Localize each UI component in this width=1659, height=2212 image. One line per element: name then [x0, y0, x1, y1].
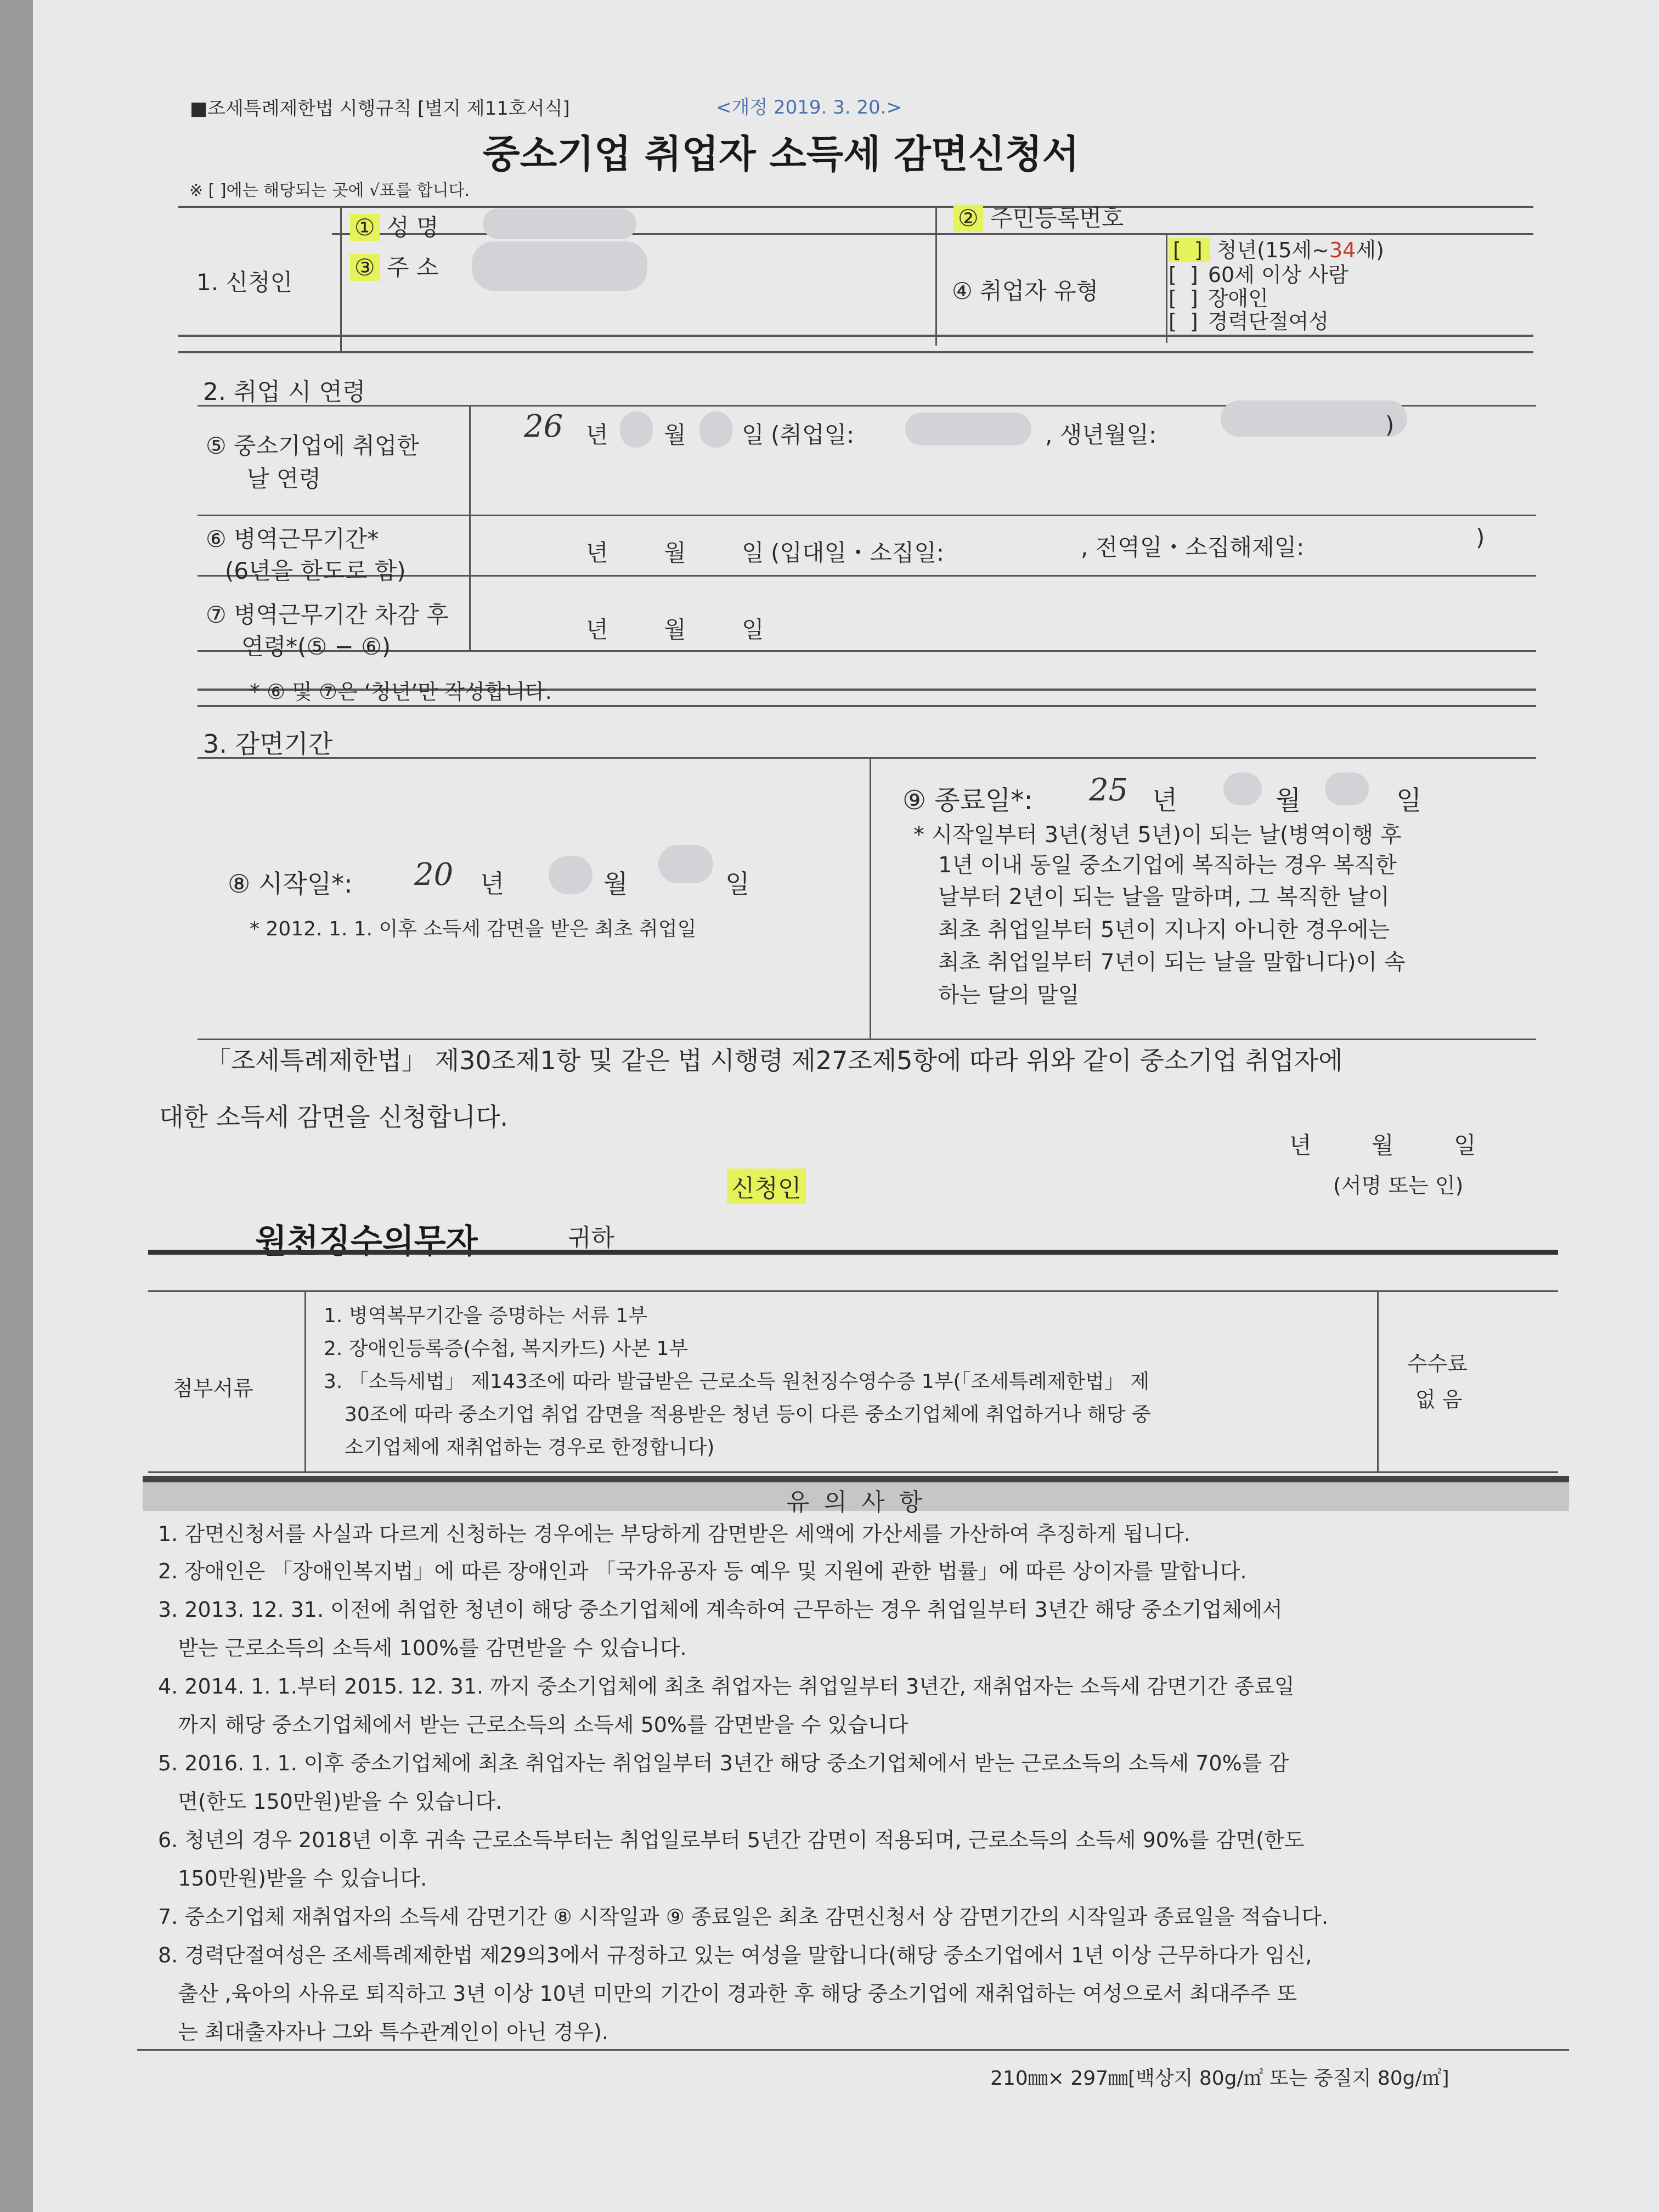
divider: [198, 650, 1536, 652]
age-row-label-2: 날 연령: [247, 465, 321, 492]
adjusted-age-label-2: 연령*(⑤ − ⑥): [241, 633, 391, 660]
attachment-item: 1. 병역복무기간을 증명하는 서류 1부: [324, 1305, 647, 1327]
attachments-label: 첨부서류: [173, 1376, 253, 1401]
end-date-note-line: 하는 달의 말일: [938, 983, 1080, 1008]
signature-hint: (서명 또는 인): [1333, 1173, 1464, 1198]
discharge-date-label: , 전역일・소집해제일:: [1081, 534, 1305, 561]
checkbox-youth[interactable]: [ ]: [1169, 238, 1210, 262]
divider: [148, 1290, 1558, 1292]
handwritten-age[interactable]: 26: [524, 409, 563, 444]
note-line: 받는 근로소득의 소득세 100%를 감면받을 수 있습니다.: [158, 1636, 687, 1660]
name-label: 성 명: [387, 214, 439, 241]
redacted-name: [483, 208, 636, 239]
type-youth-label: 청년(15세~: [1216, 238, 1329, 262]
type-career-break-label: 경력단절여성: [1207, 309, 1329, 334]
divider: [137, 2049, 1569, 2051]
divider: [198, 515, 1536, 516]
divider: [469, 405, 471, 652]
address-label: 주 소: [387, 254, 439, 281]
declaration-line-1: 「조세특례제한법」 제30조제1항 및 같은 법 시행령 제27조제5항에 따라 위와 같이 중소기업 취업자에: [206, 1046, 1343, 1075]
note-line: 면(한도 150만원)받을 수 있습니다.: [158, 1790, 503, 1814]
divider: [148, 1471, 1558, 1473]
age-year-unit: 년: [586, 421, 608, 448]
military-month-unit: 월: [664, 539, 686, 566]
military-row-label-2: (6년을 한도로 함): [225, 557, 406, 584]
revision-date: <개정 2019. 3. 20.>: [716, 97, 902, 119]
handwritten-end-year[interactable]: 25: [1089, 772, 1128, 808]
age-row-close: ): [1385, 411, 1395, 438]
redacted-end-month: [1223, 772, 1262, 805]
type-number: ④: [952, 278, 973, 304]
divider: [178, 206, 1533, 208]
note-line: 까지 해당 중소기업체에서 받는 근로소득의 소득세 50%를 감면받을 수 있습니다: [158, 1713, 909, 1737]
divider: [1166, 233, 1167, 343]
law-reference: ■조세특례제한법 시행규칙 [별지 제11호서식]: [190, 98, 570, 120]
type-label: [952, 273, 1098, 306]
divider: [935, 206, 937, 346]
rrn-label: 주민등록번호: [990, 205, 1124, 232]
redacted-start-day: [658, 845, 713, 883]
redacted-month: [620, 411, 653, 448]
end-date-note-line: 최초 취업일부터 5년이 지나지 아니한 경우에는: [938, 917, 1390, 943]
end-date-note-line: 날부터 2년이 되는 날을 말하며, 그 복직한 날이: [938, 884, 1390, 910]
adjusted-year-unit: 년: [586, 616, 608, 643]
period-section-label: 3. 감면기간: [203, 729, 333, 759]
fee-value: 없 음: [1415, 1387, 1463, 1412]
end-date-note-line: * 시작일부터 3년(청년 5년)이 되는 날(병역이행 후: [913, 822, 1402, 848]
type-disabled-label: 장애인: [1207, 286, 1268, 311]
birth-date-label: , 생년월일:: [1045, 421, 1157, 448]
age-section-label: 2. 취업 시 연령: [203, 378, 366, 406]
start-year-unit: 년: [480, 869, 505, 899]
recipient-suffix: 귀하: [568, 1224, 615, 1252]
age-month-unit: 월: [664, 421, 686, 448]
age-row-label: ⑤ 중소기업에 취업한: [206, 432, 419, 459]
divider: [178, 335, 1533, 337]
note-line: 7. 중소기업체 재취업자의 소득세 감면기간 ⑧ 시작일과 ⑨ 종료일은 최초 감면신청서 상 감면기간의 시작일과 종료일을 적습니다.: [158, 1905, 1329, 1929]
attachment-item: 2. 장애인등록증(수첩, 복지카드) 사본 1부: [324, 1338, 689, 1360]
divider: [143, 1476, 1569, 1482]
fee-label: 수수료: [1407, 1352, 1468, 1376]
recipient-label: 원천징수의무자: [255, 1222, 478, 1261]
divider: [198, 705, 1536, 707]
military-day-unit: 일: [742, 539, 764, 566]
check-instruction: ※ [ ]에는 해당되는 곳에 √표를 합니다.: [189, 181, 470, 200]
date-year-unit: 년: [1289, 1132, 1312, 1159]
adjusted-day-unit: 일: [742, 616, 764, 643]
end-month-unit: 월: [1276, 785, 1301, 816]
military-row-close: ): [1476, 524, 1485, 551]
note-line: 출산 ,육아의 사유로 퇴직하고 3년 이상 10년 미만의 기간이 경과한 후 해당 중소기업에 재취업하는 여성으로서 최대주주 또: [158, 1982, 1297, 2006]
attachment-item: 3. 「소득세법」 제143조에 따라 발급받은 근로소득 원천징수영수증 1부(「조세특례제한법」 제: [324, 1370, 1150, 1393]
name-number: ①: [350, 214, 380, 241]
attachment-item: 30조에 따라 중소기업 취업 감면을 적용받은 청년 등이 다른 중소기업체에 취업하거나 해당 중: [345, 1403, 1151, 1426]
note-line: 는 최대출자자나 그와 특수관계인이 아닌 경우).: [158, 2020, 608, 2044]
divider: [198, 757, 1536, 759]
paper-spec: 210㎜× 297㎜[백상지 80g/㎡ 또는 중질지 80g/㎡]: [990, 2067, 1449, 2090]
note-line: 8. 경력단절여성은 조세특례제한법 제29의3에서 규정하고 있는 여성을 말합니다(해당 중소기업에서 1년 이상 근무하다가 임신,: [158, 1943, 1312, 1967]
note-line: 6. 청년의 경우 2018년 이후 귀속 근로소득부터는 취업일로부터 5년간 감면이 적용되며, 근로소득의 소득세 90%를 감면(한도: [158, 1828, 1305, 1852]
type-senior-label: 60세 이상 사람: [1207, 263, 1348, 287]
end-date-note-line: 최초 취업일부터 7년이 되는 날을 말합니다)이 속: [938, 950, 1406, 975]
date-day-unit: 일: [1454, 1132, 1476, 1159]
divider: [148, 1250, 1558, 1255]
military-year-unit: 년: [586, 539, 608, 566]
note-line: 5. 2016. 1. 1. 이후 중소기업체에 최초 취업자는 취업일부터 3년간 해당 중소기업체에서 받는 근로소득의 소득세 70%를 감: [158, 1751, 1289, 1775]
form-paper: [33, 0, 1659, 2212]
adjusted-age-label: ⑦ 병역근무기간 차감 후: [206, 601, 449, 628]
enlistment-date-label: (입대일・소집일:: [771, 539, 944, 566]
redacted-birth-date: [1221, 400, 1407, 437]
start-day-unit: 일: [725, 869, 750, 899]
address-number: ③: [350, 254, 380, 281]
youth-only-note: * ⑥ 및 ⑦은 ‘청년’만 작성합니다.: [250, 680, 552, 704]
end-year-unit: 년: [1152, 785, 1178, 816]
attachment-item: 소기업체에 재취업하는 경우로 한정합니다): [345, 1436, 715, 1459]
applicant-signature-label: 신청인: [727, 1169, 806, 1204]
type-youth-age: 34: [1329, 238, 1356, 262]
redacted-day: [699, 411, 732, 448]
declaration-line-2: 대한 소득세 감면을 신청합니다.: [159, 1102, 509, 1132]
note-line: 4. 2014. 1. 1.부터 2015. 12. 31. 까지 중소기업체에 최초 취업자는 취업일부터 3년간, 재취업자는 소득세 감면기간 종료일: [158, 1674, 1295, 1699]
date-month-unit: 월: [1372, 1132, 1394, 1159]
end-day-unit: 일: [1396, 785, 1422, 816]
end-date-note-line: 1년 이내 동일 중소기업에 복직하는 경우 복직한: [938, 853, 1397, 878]
note-line: 1. 감면신청서를 사실과 다르게 신청하는 경우에는 부당하게 감면받은 세액에 가산세를 가산하여 추징하게 됩니다.: [158, 1522, 1190, 1546]
age-day-unit: 일: [742, 421, 764, 448]
adjusted-month-unit: 월: [664, 616, 686, 643]
checkbox-disabled[interactable]: [ ]: [1169, 286, 1201, 311]
start-date-label: ⑧ 시작일*:: [228, 869, 353, 899]
military-row-label: ⑥ 병역근무기간*: [206, 526, 379, 552]
checkbox-senior[interactable]: [ ]: [1169, 263, 1201, 287]
start-date-note: * 2012. 1. 1. 이후 소득세 감면을 받은 최초 취업일: [250, 918, 697, 940]
divider: [198, 1039, 1536, 1040]
notes-title: 유 의 사 항: [786, 1488, 926, 1516]
redacted-start-month: [549, 856, 592, 894]
note-line: 3. 2013. 12. 31. 이전에 취업한 청년이 해당 중소기업체에 계속하여 근무하는 경우 취업일부터 3년간 해당 중소기업체에서: [158, 1598, 1283, 1622]
redacted-employment-date: [905, 413, 1031, 445]
handwritten-start-year[interactable]: 20: [414, 857, 454, 893]
start-month-unit: 월: [603, 869, 628, 899]
redacted-address: [472, 241, 647, 291]
name-field[interactable]: [350, 210, 439, 242]
type-option-career-break[interactable]: [1169, 304, 1329, 335]
redacted-end-day: [1325, 772, 1369, 805]
notes-title-bar: [143, 1482, 1569, 1516]
divider: [1377, 1290, 1379, 1471]
employment-date-label: (취업일:: [771, 421, 855, 448]
type-text: 취업자 유형: [980, 278, 1099, 304]
rrn-number: ②: [953, 205, 983, 232]
divider: [340, 206, 342, 351]
checkbox-career-break[interactable]: [ ]: [1169, 309, 1201, 334]
applicant-section-label: 1. 신청인: [196, 269, 293, 296]
rrn-field[interactable]: [953, 200, 1124, 233]
divider: [178, 351, 1533, 353]
note-line: 2. 장애인은 「장애인복지법」에 따른 장애인과 「국가유공자 등 예우 및 지원에 관한 법률」에 따른 상이자를 말합니다.: [158, 1559, 1247, 1583]
address-field[interactable]: [350, 250, 439, 283]
divider: [304, 1290, 306, 1471]
type-youth-suffix: 세): [1356, 238, 1384, 262]
divider: [870, 757, 871, 1040]
form-title: 중소기업 취업자 소득세 감면신청서: [483, 132, 1080, 177]
note-line: 150만원)받을 수 있습니다.: [158, 1866, 427, 1891]
end-date-label: ⑨ 종료일*:: [902, 785, 1033, 816]
